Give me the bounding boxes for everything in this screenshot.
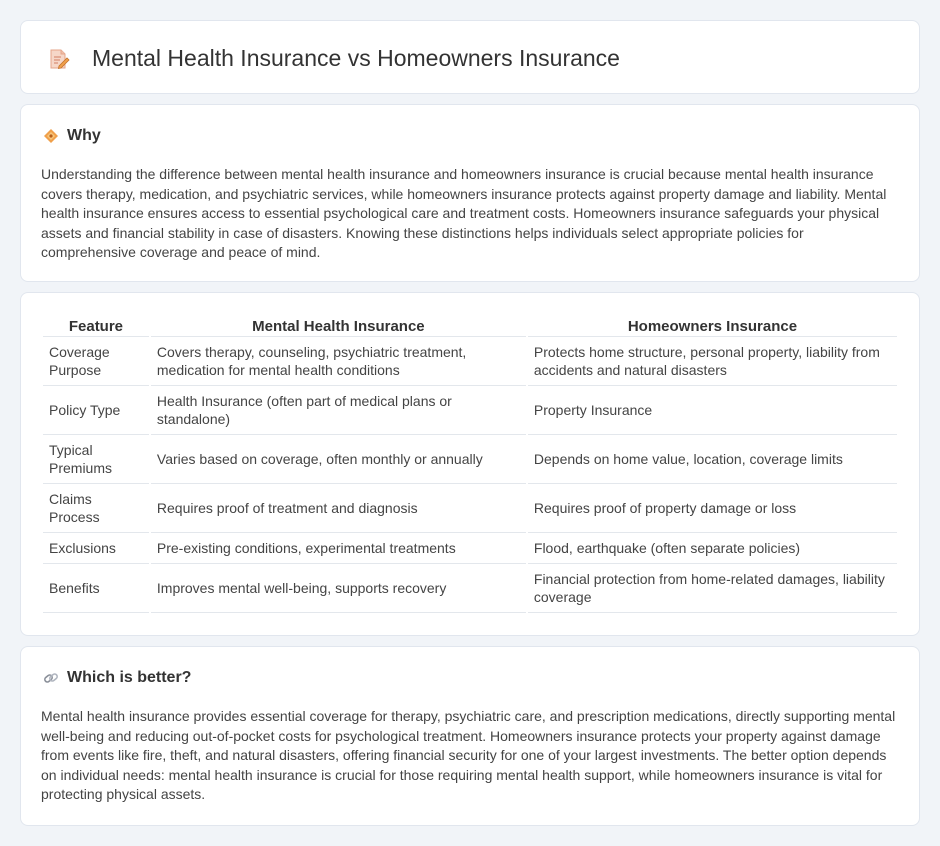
feature-cell: Benefits [43,564,149,613]
header-mental-health: Mental Health Insurance [151,315,526,337]
better-header [43,669,191,687]
homeowners-cell: Protects home structure, personal property, liability from accidents and natural disasters [528,337,897,386]
homeowners-cell: Flood, earthquake (often separate policies) [528,533,897,564]
comparison-table [41,315,899,613]
better-heading: Which is better? [67,669,192,686]
document-pencil-icon [48,48,70,70]
mental-health-cell: Health Insurance (often part of medical plans or standalone) [151,386,526,435]
why-text: Understanding the difference between mental health insurance and homeowners insurance is crucial because mental health insurance covers therapy, medication, and psychiatric services, while homeowners insurance protects against property damage and liability. Mental health insurance ensures access to essential psychological care and treatment costs. Homeowners insurance safeguards your physical assets and financial stability in case of disasters. Knowing these distinctions helps individuals select appropriate policies for comprehensive coverage and peace of mind. [41,166,887,261]
why-heading: Why [67,127,101,144]
homeowners-cell: Requires proof of property damage or loss [528,484,897,533]
mental-health-cell: Requires proof of treatment and diagnosis [151,484,526,533]
table-row [43,435,897,484]
comparison-card [20,292,920,636]
feature-cell: Claims Process [43,484,149,533]
mental-health-cell: Pre-existing conditions, experimental treatments [151,533,526,564]
homeowners-cell: Financial protection from home-related damages, liability coverage [528,564,897,613]
table-row [43,337,897,386]
feature-cell: Exclusions [43,533,149,564]
page-title: Mental Health Insurance vs Homeowners Insurance [92,45,620,71]
table-row [43,386,897,435]
why-header [43,127,101,145]
homeowners-cell: Depends on home value, location, coverage limits [528,435,897,484]
feature-cell: Policy Type [43,386,149,435]
better-card [20,646,920,826]
homeowners-cell: Property Insurance [528,386,897,435]
diamond-warning-icon [43,128,59,144]
header-feature: Feature [43,315,149,337]
feature-cell: Typical Premiums [43,435,149,484]
header-homeowners: Homeowners Insurance [528,315,897,337]
mental-health-cell: Varies based on coverage, often monthly or annually [151,435,526,484]
table-row [43,484,897,533]
better-text: Mental health insurance provides essential coverage for therapy, psychiatric care, and prescription medications, directly supporting mental well-being and reducing out-of-pocket costs for psychological treatment. Homeowners insurance protects your property against damage from events like fire, theft, and natural disasters, offering financial security for one of your largest investments. The better option depends on individual needs: mental health insurance is crucial for those requiring mental health support, while homeowners insurance is vital for protecting physical assets. [41,708,896,803]
feature-cell: Coverage Purpose [43,337,149,386]
mental-health-cell: Improves mental well-being, supports recovery [151,564,526,613]
mental-health-cell: Covers therapy, counseling, psychiatric treatment, medication for mental health conditions [151,337,526,386]
title-card [20,20,920,94]
table-header-row [43,315,897,337]
link-icon [43,670,59,686]
table-row [43,533,897,564]
why-card [20,104,920,282]
table-row [43,564,897,613]
